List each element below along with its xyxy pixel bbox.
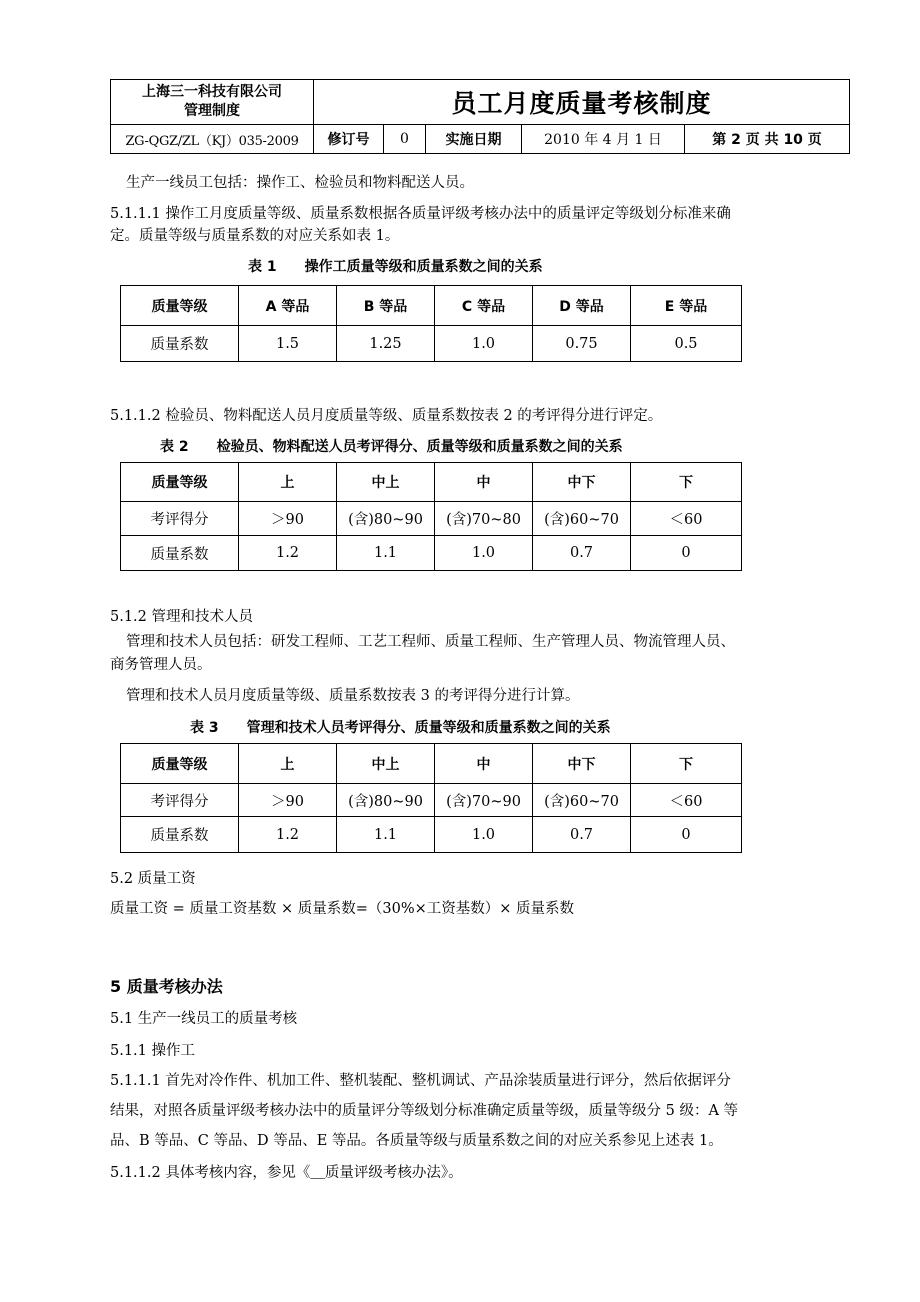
table-cell: 0.5 bbox=[631, 326, 742, 362]
table-cell: 1.2 bbox=[239, 536, 337, 571]
para-b5112: 5.1.1.2 具体考核内容，参见《＿质量评级考核办法》。 bbox=[110, 1165, 463, 1181]
table3 bbox=[120, 743, 742, 853]
table-cell: 中上 bbox=[337, 463, 435, 502]
document-code: ZG-QGZ/ZL（KJ）035-2009 bbox=[111, 125, 314, 154]
table-cell: (含)70~90 bbox=[435, 784, 533, 817]
date-label: 实施日期 bbox=[426, 125, 522, 154]
revision-value: 0 bbox=[384, 125, 426, 154]
table-cell: C 等品 bbox=[435, 286, 533, 326]
table-cell: (含)80~90 bbox=[337, 502, 435, 536]
table-cell: 质量等级 bbox=[121, 463, 239, 502]
date-value: 2010 年 4 月 1 日 bbox=[522, 125, 685, 154]
table1-caption: 表 1 操作工质量等级和质量系数之间的关系 bbox=[248, 259, 543, 275]
table-cell: 1.25 bbox=[337, 326, 435, 362]
table-cell: 质量系数 bbox=[121, 326, 239, 362]
company-name: 上海三一科技有限公司 bbox=[142, 84, 282, 100]
table-cell: 中上 bbox=[337, 744, 435, 784]
para-512-line2: 商务管理人员。 bbox=[110, 657, 212, 673]
table-cell: 1.1 bbox=[337, 536, 435, 571]
table-cell: 0.75 bbox=[533, 326, 631, 362]
table-cell: B 等品 bbox=[337, 286, 435, 326]
table-cell: 上 bbox=[239, 463, 337, 502]
section-512: 5.1.2 管理和技术人员 bbox=[110, 609, 254, 625]
para-5111-line1: 5.1.1.1 操作工月度质量等级、质量系数根据各质量评级考核办法中的质量评定等级划分标准来确 bbox=[110, 206, 731, 222]
table-cell: 质量系数 bbox=[121, 817, 239, 853]
table-cell: D 等品 bbox=[533, 286, 631, 326]
table-cell: 0.7 bbox=[533, 536, 631, 571]
table2 bbox=[120, 462, 742, 571]
table-cell: 考评得分 bbox=[121, 784, 239, 817]
table-cell: ＜60 bbox=[631, 784, 742, 817]
table3-caption: 表 3 管理和技术人员考评得分、质量等级和质量系数之间的关系 bbox=[190, 720, 611, 736]
table-cell: 质量系数 bbox=[121, 536, 239, 571]
document-title: 员工月度质量考核制度 bbox=[314, 80, 850, 125]
table-cell: 质量等级 bbox=[121, 744, 239, 784]
table-cell: ＞90 bbox=[239, 502, 337, 536]
table-cell: E 等品 bbox=[631, 286, 742, 326]
company-cell bbox=[111, 80, 314, 125]
para-b5111-line2: 结果，对照各质量评级考核办法中的质量评分等级划分标准确定质量等级，质量等级分 5 级：A 等 bbox=[110, 1103, 739, 1119]
para-512-b: 管理和技术人员月度质量等级、质量系数按表 3 的考评得分进行计算。 bbox=[126, 688, 580, 704]
table-cell: 1.2 bbox=[239, 817, 337, 853]
table-cell: 0 bbox=[631, 536, 742, 571]
table-cell: (含)80~90 bbox=[337, 784, 435, 817]
table-cell: (含)60~70 bbox=[533, 784, 631, 817]
table-cell: ＜60 bbox=[631, 502, 742, 536]
para-5111-line2: 定。质量等级与质量系数的对应关系如表 1。 bbox=[110, 228, 400, 244]
table-cell: 质量等级 bbox=[121, 286, 239, 326]
table-cell: 1.5 bbox=[239, 326, 337, 362]
revision-label: 修订号 bbox=[314, 125, 384, 154]
table-cell: 上 bbox=[239, 744, 337, 784]
table-cell: (含)70~80 bbox=[435, 502, 533, 536]
table-cell: 1.0 bbox=[435, 817, 533, 853]
table-cell: 0 bbox=[631, 817, 742, 853]
para-b5111-line3: 品、B 等品、C 等品、D 等品、E 等品。各质量等级与质量系数之间的对应关系参见上述表 1。 bbox=[110, 1133, 723, 1149]
section-52: 5.2 质量工资 bbox=[110, 871, 196, 887]
para-512-line1: 管理和技术人员包括：研发工程师、工艺工程师、质量工程师、生产管理人员、物流管理人员、 bbox=[126, 634, 735, 650]
para-5112: 5.1.1.2 检验员、物料配送人员月度质量等级、质量系数按表 2 的考评得分进行评定。 bbox=[110, 408, 663, 424]
table-cell: 下 bbox=[631, 744, 742, 784]
table-cell: 1.1 bbox=[337, 817, 435, 853]
table-cell: 1.0 bbox=[435, 326, 533, 362]
section-511: 5.1.1 操作工 bbox=[110, 1043, 196, 1059]
table-cell: (含)60~70 bbox=[533, 502, 631, 536]
page-info: 第 2 页 共 10 页 bbox=[685, 125, 850, 154]
section-5-heading: 5 质量考核办法 bbox=[110, 977, 223, 996]
table-cell: 中 bbox=[435, 463, 533, 502]
table-cell: 下 bbox=[631, 463, 742, 502]
intro-text: 生产一线员工包括：操作工、检验员和物料配送人员。 bbox=[126, 175, 474, 191]
document-header bbox=[110, 79, 850, 154]
table-cell: 中下 bbox=[533, 463, 631, 502]
table-cell: 考评得分 bbox=[121, 502, 239, 536]
section-51: 5.1 生产一线员工的质量考核 bbox=[110, 1011, 298, 1027]
table-cell: 中 bbox=[435, 744, 533, 784]
table1 bbox=[120, 285, 742, 362]
system-name: 管理制度 bbox=[184, 103, 240, 119]
table-cell: A 等品 bbox=[239, 286, 337, 326]
salary-formula: 质量工资 = 质量工资基数 × 质量系数=（30%×工资基数）× 质量系数 bbox=[110, 901, 575, 917]
table-cell: 0.7 bbox=[533, 817, 631, 853]
table-cell: 中下 bbox=[533, 744, 631, 784]
table-cell: ＞90 bbox=[239, 784, 337, 817]
table2-caption: 表 2 检验员、物料配送人员考评得分、质量等级和质量系数之间的关系 bbox=[160, 439, 623, 455]
table-cell: 1.0 bbox=[435, 536, 533, 571]
para-b5111-line1: 5.1.1.1 首先对冷作件、机加工件、整机装配、整机调试、产品涂装质量进行评分，然后依据评分 bbox=[110, 1073, 731, 1089]
